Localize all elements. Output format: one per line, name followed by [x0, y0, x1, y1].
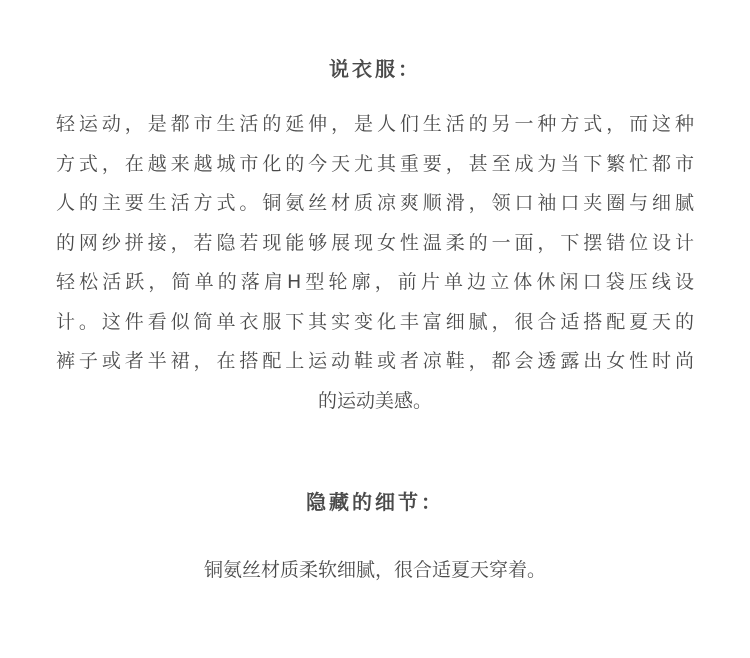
description-line: 人的主要生活方式。铜氨丝材质凉爽顺滑，领口袖口夹圈与细腻: [56, 192, 694, 214]
description-line: 轻运动，是都市生活的延伸，是人们生活的另一种方式，而这种: [56, 113, 694, 135]
clothing-description: [56, 105, 694, 421]
description-line: 轻松活跃，简单的落肩H型轮廓，前片单边立体休闲口袋压线设: [56, 271, 694, 293]
section-heading-clothing: 说衣服：: [329, 57, 421, 81]
hidden-details-text: 铜氨丝材质柔软细腻，很合适夏天穿着。: [203, 559, 546, 581]
description-line: 方式，在越来越城市化的今天尤其重要，甚至成为当下繁忙都市: [56, 152, 694, 175]
section-heading-hidden-details: 隐藏的细节：: [306, 490, 444, 514]
description-line: 的运动美感。: [317, 389, 432, 412]
description-line: 计。这件看似简单衣服下其实变化丰富细腻，很合适搭配夏天的: [56, 310, 694, 333]
description-line: 的网纱拼接，若隐若现能够展现女性温柔的一面，下摆错位设计: [56, 231, 694, 254]
description-line: 裤子或者半裙，在搭配上运动鞋或者凉鞋，都会透露出女性时尚: [56, 350, 694, 372]
